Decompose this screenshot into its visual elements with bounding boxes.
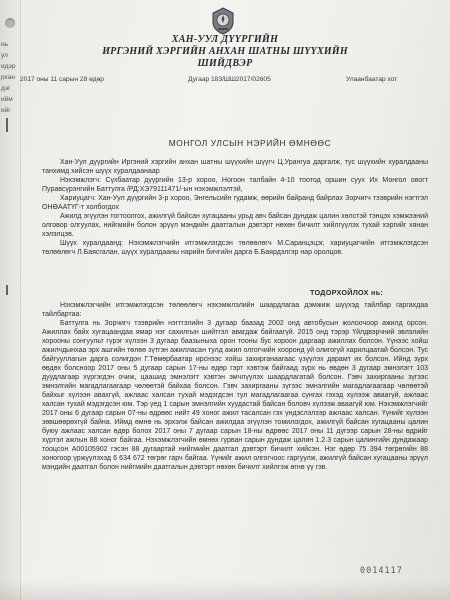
- paragraph: Ажилд эгүүлэн тогтоолгох, ажилгүй байсан хугацааны урьд авч байсан дундаж цалин хөлстэй тэнцэх хэмжээний олговор олгуулах, нийгмийн болон эрүүл мэндийн даатгалын дэвтэрт нөхөн бичилт хийлгүүлэх тухай хэргийг хянан хэлэлцэв.: [42, 213, 428, 238]
- decision-date: 2017 оны 11 сарын 28 өдөр: [20, 76, 104, 83]
- binding-fragment: идэр: [1, 63, 16, 70]
- state-emblem-icon: [210, 7, 236, 35]
- binding-mark: [6, 118, 8, 132]
- paragraph: Нэхэмжлэгч: Сүхбаатар дүүргийн 13-р хороо, Ногоон талбайн 4-10 тоотод оршин суух Их Монгол овогт Пуравсүрэнгийн Баттулга /РД:ХЭ79111471/-ын нэхэмжлэлтэй,: [42, 177, 428, 193]
- binding-fragment: нь: [1, 41, 8, 48]
- section-heading: ТОДОРХОЙЛОХ нь:: [310, 288, 384, 297]
- paragraph: Хариуцагч: Хан-Уул дүүргийн 3-р хороо, Энгельсийн гудамж, өөрийн байранд байрлах Зорчигч тээврийн нэгтгэл ОНӨААТҮГ-т холбогдох: [42, 195, 428, 211]
- paragraph: Хан-Уул дүүргийн Иргэний хэргийн анхан шатны шүүхийн шүүгч Ц.Урангуа даргалж, тус шүүхийн хуралдааны танхимд хийсэн шүүх хуралдаанаар: [42, 159, 428, 175]
- punch-hole: [5, 18, 15, 28]
- content-section: [42, 301, 428, 472]
- court-name-line2: ИРГЭНИЙ ХЭРГИЙН АНХАН ШАТНЫ ШҮҮХИЙН: [102, 46, 348, 57]
- decision-number: Дугаар 183/ШШ2017/02605: [188, 76, 271, 83]
- binding-fragment: ул: [1, 52, 8, 59]
- page-shadow: [0, 580, 450, 600]
- binding-fragment: дэг: [1, 85, 11, 92]
- paragraph: Шүүх хуралдаанд: Нэхэмжлэгчийн итгэмжлэгдсэн төлөөлөгч М.Саранцэцэг, хариуцагчийн итгэмжлэгдсэн төлөөлөгч Л.Баясгалан, шүүх хуралдааны нарийн бичгийн дарга Б.Баярдэлгэр нар оролцов.: [42, 240, 428, 256]
- serial-number: 0014117: [360, 566, 403, 576]
- binding-fragment: ийг: [1, 107, 11, 114]
- document-title: МОНГОЛ УЛСЫН НЭРИЙН ӨМНӨӨС: [168, 138, 332, 148]
- paragraph: Баттулга нь Зорчигч тээврийн нэгтгэлийн 3 дугаар баазад 2002 онд автобусын жолоочоор ажилд орсон. Ажиллах байх хугацаандаа ямар нэг сахилгын шийтгэл авагдаж байгаагүй. 2015 онд тэрэр Үйлдвэрчний эвлэлийн хорооны сонгуульт гүрэг хүлээн 3 дугаар баазыныха орон тооны бус хороон даргаар ажиллах болсон. Үүнээс хойш ажилчдынхаа эрх ашгийн төлөө зүтгэн ажилласан тулд ажил олгогчийн хооронд уй олигогуй харилцаатай болсон. Тус байгууллагын дарга солигдон Г.Төмөрбаатар ирснээс хойш захирганаагаас үзүүлэх дарамт их болсон. Ийнд зүрх өвдөх болсноор 2017 оны 5 дугаар сарын 17-ны өдөр гэрт хэвтэж байгаад зүрх нь өвдөн 3 дугаар эмнэлэгт 103 дуудлагаар хүргэгдэн очиж, цаашид эмнэлэгт хэвтэн эмчлүүлэх шаардлагатай болсон. Гэвч захиргааны зүгээс эмнэлгийн магадлагаагаар чөлөөтэй байхаа болсон. Гэвч захиргааны зүгээс эмнэлгийн магадлагаагаар чөлөөтэй байхыг хүлээн авахгүй, ажлаас халсан тухай мэдэгдсэн тул магадлагаагаа сунгах гэхэд хүлээж аваагүй, ажлаас халсан тухай мэдэгдсэн юм. Тэр үед 1 сарын эмнэлгийн хуудастай байсан боловч хүлээж аваагүй юм. Нэхэмжлэгчийг 2017 оны 6 дугаар сарын 07-ны өдрөөс нийт 49 хоног ажил тасалсан гэх үндэслэлээр ажлаас халсан. Үүнийг хүлээн зөвшөөрөхгүй байна. Иймд өмнө нь эрхэлж байсан ажилдаа эгүүлэн томилогдох, ажилгүй байсан хугацааны цалин буюу ажлаас халсан өдөр болох 2017 оны 7 дугаар сарын 18-ны өдрөөс 2017 оны 11 дүгээр сарын 28-ны өдрийг хүртэл ажлын 88 хоног байгаа. Нэхэмжлэгчийн өмнөх гурван сарын дундаж цалин 1.2.3 сарын цалингийн дундажаар тооцсон А00105902 гэсэн 88 дугаартай нийгмийн даатгал дэвтэрт бичилт хийсэн. Нэг өдөр 75 394 төгрөгийн 88 хоногоор үржүүлэхэд 6 634 672 төгрөг гарч байгаа. Үүнийг ажил олгогчоос гаргуулж, ажилгүй байсан хугацааны эрүүл мэндийн даатгал болон нийгмийн даатгалын дэвтэрт нөхөн бичилт хийлгэж өгнө үү гэв.: [42, 320, 428, 471]
- decision-heading: ШИЙДВЭР: [197, 58, 253, 69]
- paragraph: Нэхэмжлэгчийн итгэмжлэгдсэн төлөөлөгч нэхэмжлэлийн шаардлагаа дэмжиж шүүхэд тайлбар гаргахдаа тайлбартаа:: [42, 302, 428, 318]
- binding-strip: [0, 0, 21, 600]
- binding-mark: [6, 285, 8, 295]
- binding-fragment: ийм: [1, 96, 13, 103]
- decision-city: Улаанбаатар хот: [346, 76, 398, 83]
- court-name-line1: ХАН-УУЛ ДҮҮРГИЙН: [171, 34, 279, 45]
- binding-fragment: рхан: [1, 74, 15, 81]
- intro-section: [42, 158, 428, 257]
